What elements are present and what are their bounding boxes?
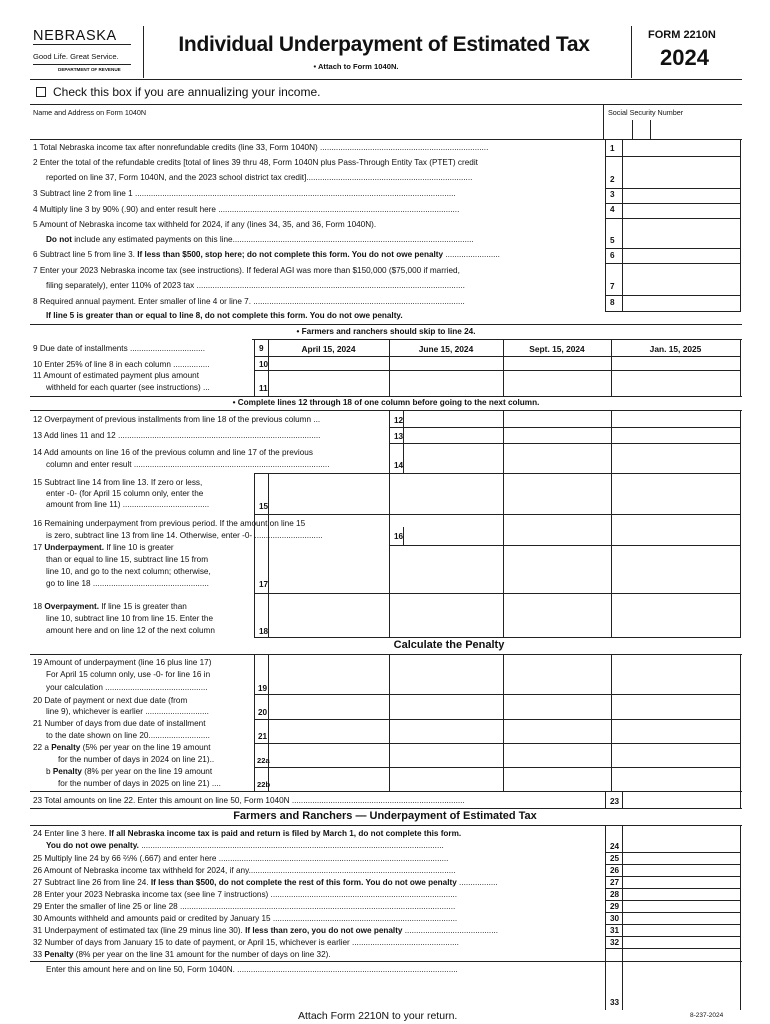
line-num-8: 8: [610, 298, 615, 307]
col-header-june: June 15, 2024: [418, 344, 474, 354]
line-6-text: 6 Subtract line 5 from line 3. If less than $500, stop here; do not complete this form. You do not owe penalty ........................: [33, 250, 500, 259]
line-11-jan-input[interactable]: [613, 371, 739, 395]
line-33-text-cont: Enter this amount here and on line 50, Form 1040N. .................................................................................................: [46, 965, 458, 974]
line-2-input[interactable]: [624, 172, 739, 188]
line-5-text: 5 Amount of Nebraska income tax withheld for 2024, if any (lines 34, 35, and 36, Form 1040N).: [33, 220, 377, 229]
line-10-text: 10 Enter 25% of line 8 in each column ................: [33, 360, 210, 369]
line-29-text: 29 Enter the smaller of line 25 or line 28 .........................................................................................................................: [33, 902, 456, 911]
line-5-text-cont: Do not include any estimated payments on this line..........................................................................................................: [46, 235, 474, 244]
line-33-text: 33 Penalty (8% per year on the line 31 amount for the number of days on line 32).: [33, 950, 331, 959]
line-num-9: 9: [259, 344, 264, 353]
line-num-23: 23: [610, 797, 620, 806]
line-11-april-input[interactable]: [270, 371, 388, 395]
line-17-text: 17 Underpayment. If line 10 is greater: [33, 543, 174, 552]
line-11-june-input[interactable]: [391, 371, 502, 395]
line-19-text-cont: For April 15 column only, use -0- for line 16 in: [46, 670, 211, 679]
line-num-21: 21: [258, 732, 268, 741]
annualize-checkbox[interactable]: [36, 87, 46, 97]
line-num-24: 24: [610, 842, 620, 851]
annualize-label: Check this box if you are annualizing your income.: [53, 85, 321, 99]
line-3-input[interactable]: [624, 189, 739, 203]
line-num-22a: 22a: [257, 756, 270, 765]
line-29-input[interactable]: [624, 901, 739, 912]
line-num-13: 13: [394, 432, 404, 441]
line-10-april-input[interactable]: [270, 357, 388, 369]
attach-instruction: • Attach to Form 1040N.: [313, 62, 399, 71]
agency-name: NEBRASKA: [33, 28, 117, 44]
line-8-input[interactable]: [624, 296, 739, 311]
line-4-input[interactable]: [624, 204, 739, 218]
line-8-text: 8 Required annual payment. Enter smaller of line 4 or line 7. .............................................................................................: [33, 297, 465, 306]
line-26-input[interactable]: [624, 865, 739, 876]
footer-form-code: 8-237-2024: [690, 1012, 724, 1019]
line-19-text-cont2: your calculation .............................................: [46, 683, 208, 692]
line-16-text: 16 Remaining underpayment from previous period. If the amount on line 15: [33, 519, 306, 528]
line-22b-text: b Penalty (8% per year on the line 19 amount: [46, 767, 213, 776]
line-num-6: 6: [610, 251, 615, 260]
line-5-bold: Do not: [46, 235, 72, 244]
line-15-text-cont2: amount from line 11) ......................................: [46, 500, 210, 509]
line-25-text: 25 Multiply line 24 by 66 ⅔% (.667) and enter here .....................................................................................................: [33, 854, 449, 863]
line-25-input[interactable]: [624, 853, 739, 864]
line-31-text: 31 Underpayment of estimated tax (line 29 minus line 30). If less than zero, you do not owe penalty .........................................: [33, 926, 499, 935]
line-2-text-cont: reported on line 37, Form 1040N, and the 2023 school district tax credit].........................................................................: [46, 173, 473, 182]
line-24-text: 24 Enter line 3 here. If all Nebraska income tax is paid and return is filed by March 1, do not complete this form.: [33, 829, 462, 838]
line-num-10: 10: [259, 360, 269, 369]
form-id: FORM 2210N: [648, 29, 716, 41]
name-address-label: Name and Address on Form 1040N: [33, 108, 147, 117]
line-9-text: 9 Due date of installments .................................: [33, 344, 206, 353]
line-24-text-cont: You do not owe penalty. .....................................................................................................................................: [46, 841, 444, 850]
line-18-text: 18 Overpayment. If line 15 is greater than: [33, 602, 187, 611]
line-17-text-cont3: go to line 18 ...................................................: [46, 579, 209, 588]
line-22a-text-cont: for the number of days in 2024 on line 21)..: [58, 755, 215, 764]
line-17-text-cont: than or equal to line 15, subtract line 15 from: [46, 555, 209, 564]
line-18-text-cont: line 10, subtract line 10 from line 15. Enter the: [46, 614, 214, 623]
line-7-input[interactable]: [624, 280, 739, 295]
line-22b-text-cont: for the number of days in 2025 on line 21) ....: [58, 779, 221, 788]
line-num-14: 14: [394, 461, 404, 470]
line-22a-text: 22 a Penalty (5% per year on the line 19 amount: [33, 743, 211, 752]
line-num-32: 32: [610, 938, 620, 947]
footer-attach: Attach Form 2210N to your return.: [298, 1010, 458, 1022]
form-title: Individual Underpayment of Estimated Tax: [178, 33, 590, 56]
line-28-input[interactable]: [624, 889, 739, 900]
line-14-text-cont: column and enter result ......................................................................................: [46, 460, 330, 469]
name-address-field[interactable]: [31, 118, 601, 138]
line-num-28: 28: [610, 890, 620, 899]
line-21-text: 21 Number of days from due date of installment: [33, 719, 206, 728]
line-num-25: 25: [610, 854, 620, 863]
line-6-input[interactable]: [624, 249, 739, 263]
line-32-input[interactable]: [624, 937, 739, 948]
line-11-text-cont: withheld for each quarter (see instructions) ...: [46, 383, 210, 392]
line-23-text: 23 Total amounts on line 22. Enter this amount on line 50, Form 1040N ............................................................................: [33, 796, 465, 805]
line-num-3: 3: [610, 190, 615, 199]
line-15-text-cont: enter -0- (for April 15 column only, enter the: [46, 489, 204, 498]
line-3-text: 3 Subtract line 2 from line 1 .............................................................................................................................................: [33, 189, 456, 198]
penalty-heading: Calculate the Penalty: [393, 639, 505, 651]
line-num-19: 19: [258, 684, 268, 693]
line-num-33: 33: [610, 998, 620, 1007]
line-15-text: 15 Subtract line 14 from line 13. If zero or less,: [33, 478, 203, 487]
line-11-sept-input[interactable]: [505, 371, 610, 395]
line-7-text: 7 Enter your 2023 Nebraska income tax (see instructions). If federal AGI was more than $150,000 ($75,000 if married,: [33, 266, 460, 275]
line-17-text-cont2: line 10, and go to the next column; otherwise,: [46, 567, 211, 576]
line-10-june-input[interactable]: [391, 357, 502, 369]
line-num-4: 4: [610, 205, 615, 214]
line-20-text: 20 Date of payment or next due date (from: [33, 696, 188, 705]
line-1-text: 1 Total Nebraska income tax after nonrefundable credits (line 33, Form 1040N) ..........................................................................: [33, 143, 489, 152]
line-num-12: 12: [394, 416, 404, 425]
line-14-text: 14 Add amounts on line 16 of the previous column and line 17 of the previous: [33, 448, 313, 457]
line-num-16: 16: [394, 532, 404, 541]
line-10-sept-input[interactable]: [505, 357, 610, 369]
line-num-18: 18: [259, 627, 269, 636]
line-num-31: 31: [610, 926, 620, 935]
line-20-text-cont: line 9), whichever is earlier ............................: [46, 707, 209, 716]
line-2-text: 2 Enter the total of the refundable credits [total of lines 39 thru 48, Form 1040N plus Pass-Through Entity Tax (PTET) credit: [33, 158, 478, 167]
line-num-11: 11: [259, 384, 268, 393]
line-num-30: 30: [610, 914, 620, 923]
line-30-input[interactable]: [624, 913, 739, 924]
col-header-april: April 15, 2024: [301, 344, 356, 354]
line-num-27: 27: [610, 878, 620, 887]
line-27-text: 27 Subtract line 26 from line 24. If less than $500, do not complete the rest of this form. You do not owe penalty .................: [33, 878, 498, 887]
line-16-text-cont: is zero, subtract line 13 from line 14. Otherwise, enter -0- ..............................: [46, 531, 323, 540]
line-10-jan-input[interactable]: [613, 357, 739, 369]
agency-tagline: Good Life. Great Service.: [33, 52, 119, 61]
line-19-text: 19 Amount of underpayment (line 16 plus line 17): [33, 658, 212, 667]
line-27-input[interactable]: [624, 877, 739, 888]
line-num-29: 29: [610, 902, 620, 911]
line-num-26: 26: [610, 866, 620, 875]
col-header-sept: Sept. 15, 2024: [529, 344, 585, 354]
line-12-text: 12 Overpayment of previous installments from line 18 of the previous column ...: [33, 415, 321, 424]
line-18-text-cont2: amount here and on line 12 of the next column: [46, 626, 215, 635]
line-30-text: 30 Amounts withheld and amounts paid or credited by January 15 .................................................................................: [33, 914, 458, 923]
line-num-22b: 22b: [257, 780, 271, 789]
line-num-1: 1: [610, 144, 615, 153]
line-7-text-cont: filing separately), enter 110% of 2023 tax ......................................................................................................................: [46, 281, 465, 290]
line-num-20: 20: [258, 708, 268, 717]
line-28-text: 28 Enter your 2023 Nebraska income tax (see line 7 instructions) ..................................................................................: [33, 890, 458, 899]
line-13-text: 13 Add lines 11 and 12 .........................................................................................: [33, 431, 321, 440]
line-num-2: 2: [610, 175, 615, 184]
line-num-15: 15: [259, 502, 269, 511]
line-num-5: 5: [610, 236, 615, 245]
ssn-label: Social Security Number: [608, 108, 684, 117]
line-1-input[interactable]: [624, 140, 739, 156]
col-header-jan: Jan. 15, 2025: [649, 344, 702, 354]
line-21-text-cont: to the date shown on line 20...........................: [46, 731, 210, 740]
complete-lines-note: • Complete lines 12 through 18 of one column before going to the next column.: [232, 398, 540, 407]
line-5-input[interactable]: [624, 233, 739, 248]
line-4-text: 4 Multiply line 3 by 90% (.90) and enter result here ..........................................................................................................: [33, 205, 460, 214]
line-num-7: 7: [610, 282, 615, 291]
line-33-input[interactable]: [624, 995, 739, 1009]
department-label: DEPARTMENT OF REVENUE: [58, 67, 121, 72]
line-23-input[interactable]: [624, 792, 739, 807]
line-26-text: 26 Amount of Nebraska income tax withheld for 2024, if any...........................................................................................: [33, 866, 456, 875]
line-24-input[interactable]: [624, 840, 739, 852]
tax-year: 2024: [660, 45, 709, 70]
line-num-17: 17: [259, 580, 269, 589]
farmers-skip-note: • Farmers and ranchers should skip to line 24.: [296, 327, 476, 336]
line-32-text: 32 Number of days from January 15 to date of payment, or April 15, whichever is earlier ...............................................: [33, 938, 459, 947]
farmers-heading: Farmers and Ranchers — Underpayment of Estimated Tax: [233, 810, 537, 822]
line-11-text: 11 Amount of estimated payment plus amount: [33, 371, 199, 380]
line-31-input[interactable]: [624, 925, 739, 936]
ssn-field[interactable]: [606, 118, 740, 138]
line-8-note: If line 5 is greater than or equal to line 8, do not complete this form. You do not owe penalty.: [46, 311, 403, 320]
